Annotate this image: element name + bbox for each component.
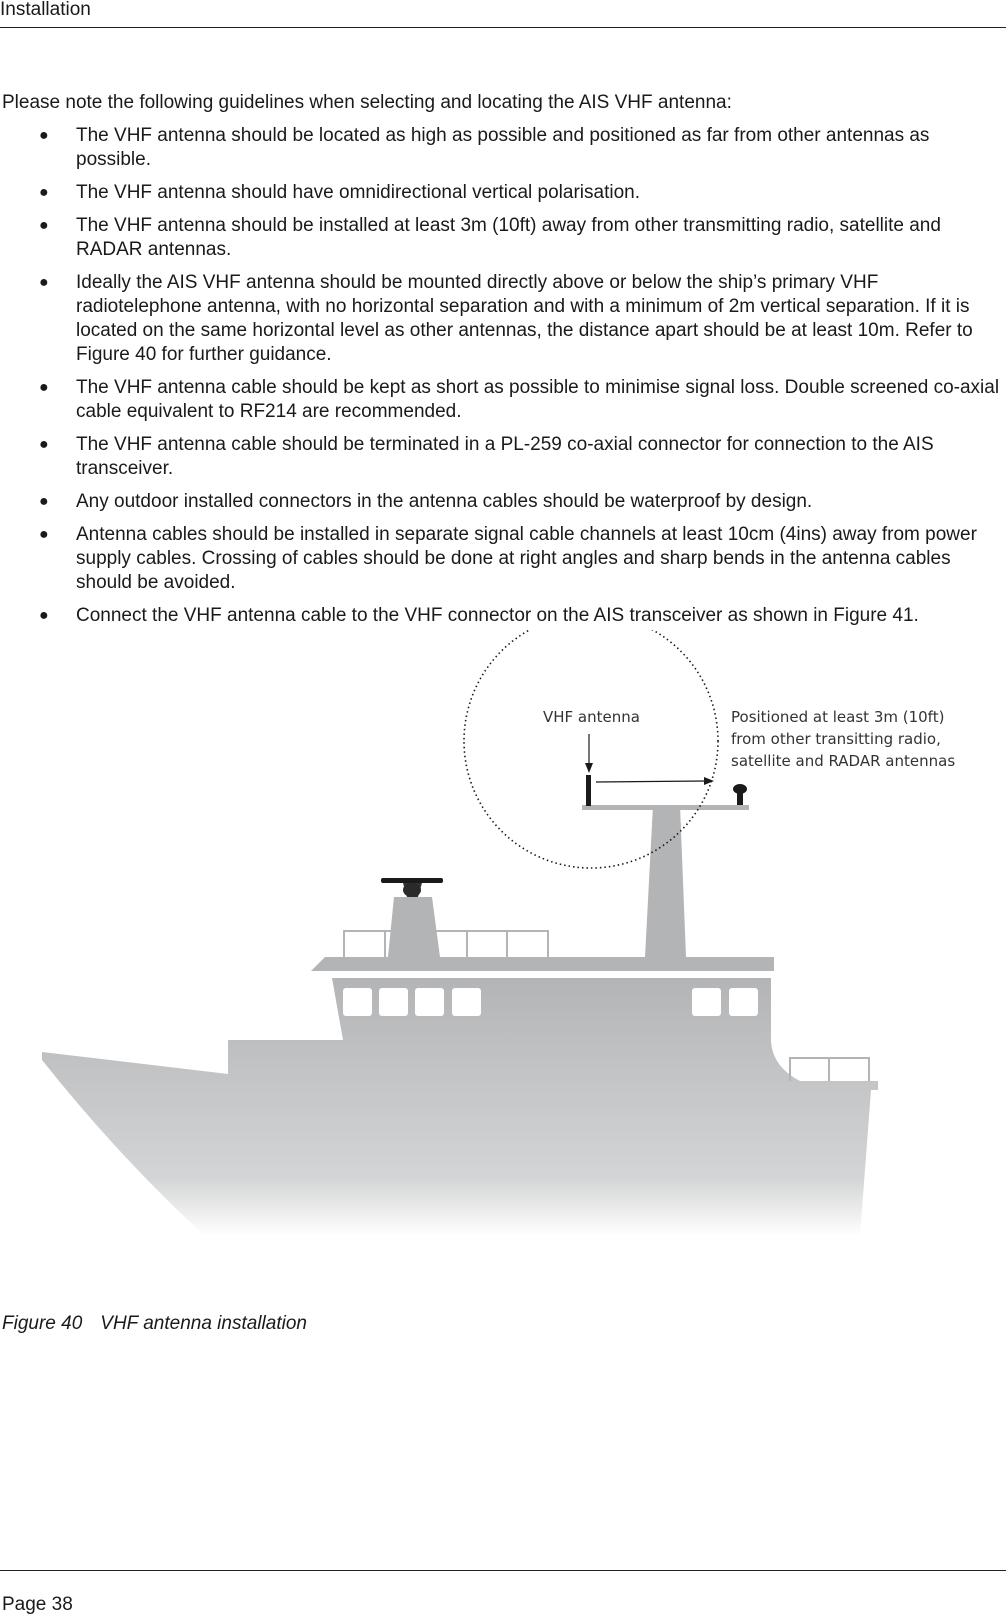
bullet-icon: ● xyxy=(39,379,49,396)
list-item xyxy=(0,604,1003,628)
satellite-antenna-icon xyxy=(733,784,747,805)
main-mast xyxy=(645,805,686,957)
position-label-line-2: from other transitting radio, xyxy=(731,730,941,748)
mast-yard xyxy=(582,805,749,810)
list-item-text: The VHF antenna cable should be kept as short as possible to minimise signal loss. Double screened co-axial cable equivalent to RF214 are recommended. xyxy=(76,377,1000,422)
list-item xyxy=(0,490,1003,514)
bullet-icon: ● xyxy=(39,493,49,510)
guideline-list xyxy=(0,124,1003,637)
bullet-icon: ● xyxy=(39,127,49,144)
radar-scanner-icon xyxy=(381,878,443,897)
ship-hull xyxy=(42,978,878,1236)
aft-deck-railing xyxy=(790,1058,869,1081)
figure-number: Figure 40 xyxy=(2,1313,83,1334)
list-item xyxy=(0,271,1003,367)
list-item-text: The VHF antenna should have omnidirectional vertical polarisation. xyxy=(76,182,640,203)
list-item-text: The VHF antenna should be located as high as possible and positioned as far from other antennas as possible. xyxy=(76,125,930,170)
list-item xyxy=(0,523,1003,595)
upper-deck-railing xyxy=(344,931,548,957)
list-item-text: Any outdoor installed connectors in the antenna cables should be waterproof by design. xyxy=(76,491,813,512)
list-item-text: Antenna cables should be installed in separate signal cable channels at least 10cm (4ins) away from power supply cables. Crossing of cables should be done at right angles and sharp bends in the antenna cables should be avoided. xyxy=(76,524,977,593)
bullet-icon: ● xyxy=(39,607,49,624)
header-divider xyxy=(0,27,1006,28)
figure-title: VHF antenna installation xyxy=(100,1313,307,1334)
vhf-antenna-label: VHF antenna xyxy=(543,708,640,726)
list-item xyxy=(0,433,1003,481)
list-item xyxy=(0,376,1003,424)
vhf-antenna-icon xyxy=(586,775,591,806)
ship-illustration xyxy=(0,630,1006,1290)
list-item xyxy=(0,181,1003,205)
bullet-icon: ● xyxy=(39,274,49,291)
footer-divider xyxy=(0,1570,1006,1571)
list-item-text: Connect the VHF antenna cable to the VHF connector on the AIS transceiver as shown in Figure 41. xyxy=(76,605,919,626)
position-label-line-3: satellite and RADAR antennas xyxy=(731,752,956,770)
label-arrow-icon xyxy=(585,734,593,773)
header-title: Installation xyxy=(0,0,91,20)
bullet-icon: ● xyxy=(39,184,49,201)
radar-mast xyxy=(388,897,440,957)
bullet-icon: ● xyxy=(39,217,49,234)
list-item xyxy=(0,124,1003,172)
list-item-text: The VHF antenna should be installed at least 3m (10ft) away from other transmitting radio, satellite and RADAR antennas. xyxy=(76,215,941,260)
distance-arrow-icon xyxy=(596,777,714,785)
page-number: Page 38 xyxy=(2,1594,73,1615)
position-label-line-1: Positioned at least 3m (10ft) xyxy=(731,708,945,726)
bullet-icon: ● xyxy=(39,526,49,543)
bullet-icon: ● xyxy=(39,436,49,453)
upper-deck xyxy=(311,957,774,971)
intro-paragraph: Please note the following guidelines when selecting and locating the AIS VHF antenna: xyxy=(2,92,732,113)
list-item-text: The VHF antenna cable should be terminated in a PL-259 co-axial connector for connection to the AIS transceiver. xyxy=(76,434,934,479)
figure-caption xyxy=(2,1313,307,1335)
list-item xyxy=(0,214,1003,262)
vhf-antenna-figure xyxy=(0,630,1006,1290)
list-item-text: Ideally the AIS VHF antenna should be mounted directly above or below the ship’s primary VHF radiotelephone antenna, with no horizontal separation and with a minimum of 2m vertical separation. If it is located on the same horizontal level as other antennas, the distance apart should be at least 10m. Refer to Figure 40 for further guidance. xyxy=(76,272,973,365)
